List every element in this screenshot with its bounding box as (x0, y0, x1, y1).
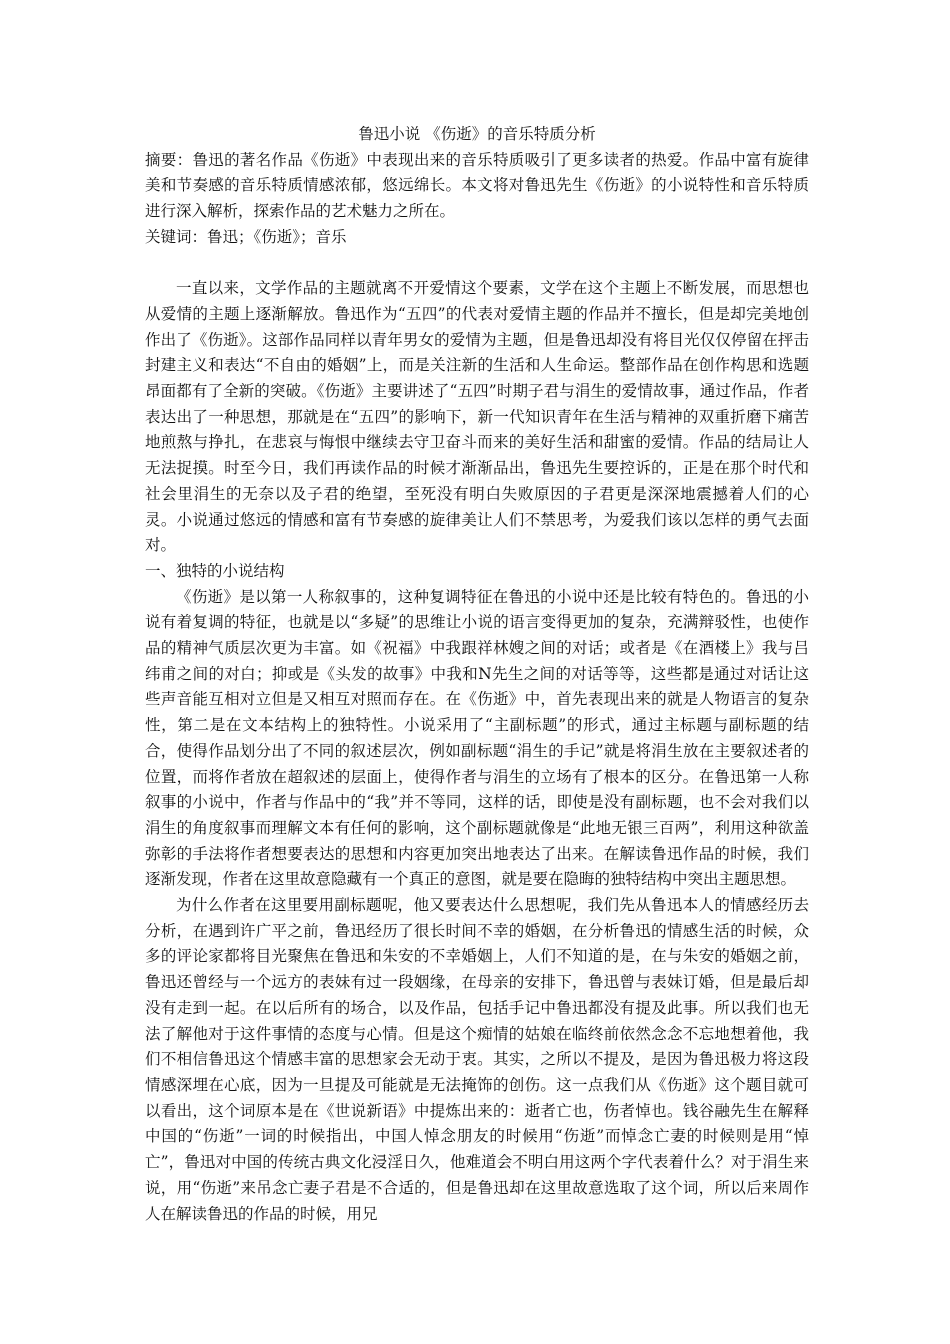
blank-line (145, 251, 809, 277)
document-page (145, 122, 809, 1227)
keywords: 关键词：鲁迅；《伤逝》；音乐 (145, 227, 347, 246)
body-paragraph: 《伤逝》是以第一人称叙事的，这种复调特征在鲁迅的小说中还是比较有特色的。鲁迅的小说有着复调的特征，也就是以“多疑”的思维让小说的语言变得更加的复杂，充满辩驳性，也使作品的精神气质层次更为丰富。如《祝福》中我跟祥林嫂之间的对话；或者是《在酒楼上》我与吕纬甫之间的对白；抑或是《头发的故事》中我和N先生之间的对话等等，这些都是通过对话让这些声音能互相对立但是又相互对照而存在。在《伤逝》中，首先表现出来的就是人物语言的复杂性，第二是在文本结构上的独特性。小说采用了“主副标题”的形式，通过主标题与副标题的结合，使得作品划分出了不同的叙述层次，例如副标题“涓生的手记”就是将涓生放在主要叙述者的位置，而将作者放在超叙述的层面上，使得作者与涓生的立场有了根本的区分。在鲁迅第一人称叙事的小说中，作者与作品中的“我”并不等同，这样的话，即使是没有副标题，也不会对我们以涓生的角度叙事而理解文本有任何的影响，这个副标题就像是“此地无银三百两”，利用这种欲盖弥彰的手法将作者想要表达的思想和内容更加突出地表达了出来。在解读鲁迅作品的时候，我们逐渐发现，作者在这里故意隐藏有一个真正的意图，就是要在隐晦的独特结构中突出主题思想。 (145, 587, 809, 889)
document-title: 鲁迅小说 《伤逝》的音乐特质分析 (358, 125, 596, 143)
body-paragraph: 为什么作者在这里要用副标题呢，他又要表达什么思想呢，我们先从鲁迅本人的情感经历去分析，在遇到许广平之前，鲁迅经历了很长时间不幸的婚姻，在分析鲁迅的情感生活的时候，众多的评论家都将目光聚焦在鲁迅和朱安的不幸婚姻上，人们不知道的是，在与朱安的婚姻之前，鲁迅还曾经与一个远方的表妹有过一段姻缘，在母亲的安排下，鲁迅曾与表妹订婚，但是最后却没有走到一起。在以后所有的场合，以及作品，包括手记中鲁迅都没有提及此事。所以我们也无法了解他对于这件事情的态度与心情。但是这个痴情的姑娘在临终前依然念念不忘地想着他，我们不相信鲁迅这个情感丰富的思想家会无动于衷。其实，之所以不提及，是因为鲁迅极力将这段情感深埋在心底，因为一旦提及可能就是无法掩饰的创伤。这一点我们从《伤逝》这个题目就可以看出，这个词原本是在《世说新语》中提炼出来的：逝者亡也，伤者悼也。钱谷融先生在解释中国的“伤逝”一词的时候指出，中国人悼念朋友的时候用“伤逝”而悼念亡妻的时候则是用“悼亡”，鲁迅对中国的传统古典文化浸淫日久，他难道会不明白用这两个字代表着什么？对于涓生来说，用“伤逝”来吊念亡妻子君是不合适的，但是鲁迅却在这里故意选取了这个词，所以后来周作人在解读鲁迅的作品的时候，用兄 (145, 896, 809, 1223)
abstract: 摘要：鲁迅的著名作品《伤逝》中表现出来的音乐特质吸引了更多读者的热爱。作品中富有旋律美和节奏感的音乐特质情感浓郁，悠远绵长。本文将对鲁迅先生《伤逝》的小说特性和音乐特质进行深入解析，探索作品的艺术魅力之所在。 (145, 150, 809, 221)
section-heading: 一、独特的小说结构 (145, 561, 285, 580)
intro-paragraph: 一直以来，文学作品的主题就离不开爱情这个要素，文学在这个主题上不断发展，而思想也从爱情的主题上逐渐解放。鲁迅作为“五四”的代表对爱情主题的作品并不擅长，但是却完美地创作出了《伤逝》。这部作品同样以青年男女的爱情为主题，但是鲁迅却没有将目光仅仅停留在抨击封建主义和表达“不自由的婚姻”上，而是关注新的生活和人生命运。整部作品在创作构思和选题昂面都有了全新的突破。《伤逝》主要讲述了“五四”时期子君与涓生的爱情故事，通过作品，作者表达出了一种思想，那就是在“五四”的影响下，新一代知识青年在生活与精神的双重折磨下痛苦地煎熬与挣扎，在悲哀与悔恨中继续去守卫奋斗而来的美好生活和甜蜜的爱情。作品的结局让人无法捉摸。时至今日，我们再读作品的时候才渐渐品出，鲁迅先生要控诉的，正是在那个时代和社会里涓生的无奈以及子君的绝望，至死没有明白失败原因的子君更是深深地震撼着人们的心灵。小说通过悠远的情感和富有节奏感的旋律美让人们不禁思考，为爱我们该以怎样的勇气去面对。 (145, 279, 809, 555)
